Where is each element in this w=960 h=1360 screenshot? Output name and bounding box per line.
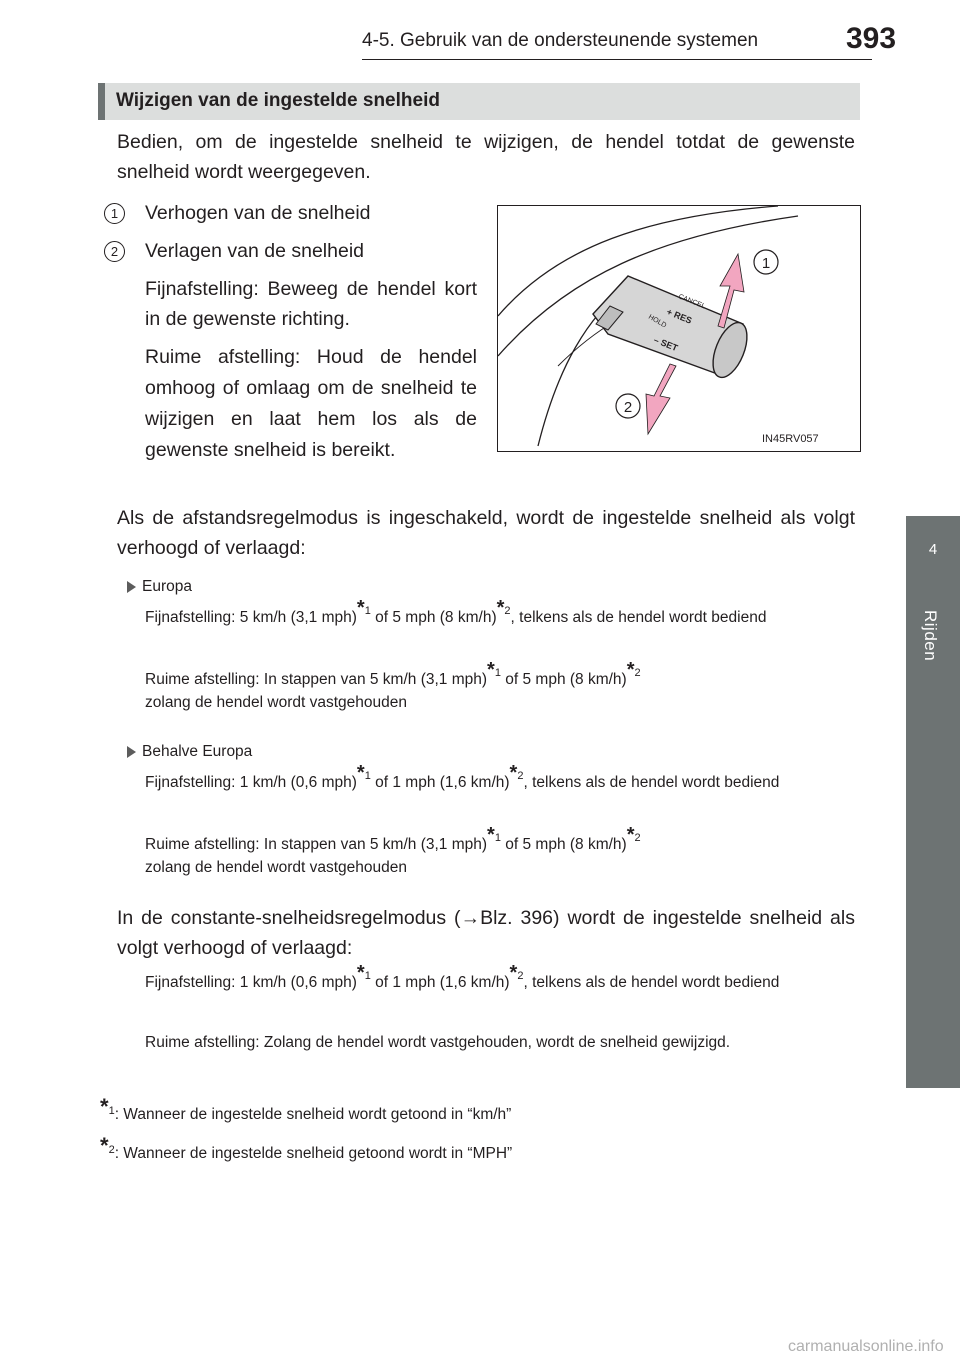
lever-illustration-svg — [498, 206, 859, 450]
intro-paragraph: Bedien, om de ingestelde snelheid te wijzigen, de hendel totdat de gewenste snelheid wordt weergegeven. — [117, 131, 855, 183]
page-reference-link[interactable]: Blz. 396 — [480, 907, 554, 929]
lever-res-label: + RES — [665, 306, 694, 326]
footnote-mark: * — [100, 1133, 109, 1158]
footnote-mark: * — [496, 597, 505, 619]
non-europe-coarse-adjust — [145, 824, 855, 878]
europe-heading-text: Europa — [142, 578, 192, 595]
footnote-mark: * — [626, 659, 635, 681]
constant-mode-paragraph — [117, 903, 855, 963]
arrow-up-icon — [718, 254, 744, 328]
section-title: Wijzigen van de ingestelde snelheid — [116, 90, 440, 111]
text-span: ) wordt de ingestelde snelheid als volgt verhoogd of verlaagd: — [117, 907, 855, 959]
watermark: carmanualsonline.info — [788, 1338, 944, 1355]
text-span: of 5 mph (8 km/h) — [500, 836, 627, 853]
text-span: Fijnafstelling: 5 km/h (3,1 mph) — [145, 609, 357, 626]
coarse-adjust-paragraph: Ruime afstelling: Houd de hendel omhoog of omlaag om de snelheid te wijzigen en laat hem los als de gewenste snelheid is bereikt. — [145, 346, 477, 461]
text-span: of 5 mph (8 km/h) — [370, 609, 497, 626]
text-span: Fijnafstelling: 1 km/h (0,6 mph) — [145, 974, 357, 991]
lever-cancel-label: CANCEL — [677, 293, 707, 311]
lever-hold-label: HOLD — [647, 313, 668, 330]
footnote-mark-number: 1 — [364, 770, 371, 782]
text-span: of 5 mph (8 km/h) — [500, 671, 627, 688]
text-span: zolang de hendel wordt vastgehouden — [145, 694, 407, 711]
footnote-text: : Wanneer de ingestelde snelheid wordt getoond in “km/h” — [114, 1106, 512, 1123]
footnote-mark: * — [509, 762, 518, 784]
item-number-badge: 2 — [104, 241, 125, 262]
footnote-text: : Wanneer de ingestelde snelheid getoond wordt in “MPH” — [114, 1145, 513, 1162]
footnote-mark-number: 2 — [634, 832, 641, 844]
callout-1-label: 1 — [761, 255, 771, 272]
text-span: Fijnafstelling: 1 km/h (0,6 mph) — [145, 774, 357, 791]
arrow-down-icon — [646, 364, 676, 434]
text-span: , telkens als de hendel wordt bediend — [523, 774, 780, 791]
text-span: of 1 mph (1,6 km/h) — [370, 774, 510, 791]
fine-adjust-paragraph: Fijnafstelling: Beweeg de hendel kort in de gewenste richting. — [145, 278, 477, 330]
footnote-mark-number: 2 — [108, 1144, 115, 1156]
callout-2-label: 2 — [623, 399, 633, 416]
footnote-mark: * — [509, 962, 518, 984]
item-decrease-speed: Verlagen van de snelheid — [145, 240, 365, 262]
arrow-right-icon: → — [460, 907, 481, 929]
footnote-mark: * — [626, 824, 635, 846]
item-increase-speed: Verhogen van de snelheid — [145, 202, 371, 224]
constant-fine-adjust — [145, 962, 855, 995]
side-tab-title-text: Rijden — [921, 610, 940, 662]
footnote-mark-number: 2 — [517, 770, 524, 782]
text-span: Ruime afstelling: In stappen van 5 km/h (3,1 mph) — [145, 671, 488, 688]
page-number: 393 — [846, 22, 897, 55]
footnote-mark-number: 2 — [634, 667, 641, 679]
header-rule — [362, 59, 872, 60]
bullet-triangle-icon — [127, 581, 136, 593]
non-europe-heading-text: Behalve Europa — [142, 743, 253, 760]
footnote-mark: * — [487, 659, 495, 681]
footnote-mark-number: 1 — [494, 667, 501, 679]
footnote-mark: * — [356, 962, 365, 984]
footnote-mark-number: 1 — [494, 832, 501, 844]
item-number-badge: 1 — [104, 203, 125, 224]
footnote-mark-number: 1 — [108, 1105, 115, 1117]
text-span: , telkens als de hendel wordt bediend — [523, 974, 780, 991]
footnote-mark-number: 2 — [504, 605, 511, 617]
lever-illustration — [497, 205, 861, 452]
text-span: In de constante-snelheidsregelmodus ( — [117, 907, 461, 929]
europe-heading — [127, 576, 192, 597]
footnote-2 — [100, 1133, 513, 1166]
footnote-mark-number: 2 — [517, 970, 524, 982]
bullet-triangle-icon — [127, 746, 136, 758]
side-tab-number: 4 — [928, 541, 938, 558]
distance-mode-paragraph: Als de afstandsregelmodus is ingeschakeld, wordt de ingestelde snelheid als volgt verhoogd of verlaagd: — [117, 507, 855, 559]
footnote-mark-number: 1 — [364, 605, 371, 617]
constant-coarse-adjust: Ruime afstelling: Zolang de hendel wordt vastgehouden, wordt de snelheid gewijzigd. — [145, 1034, 731, 1051]
lever-set-label: – SET — [652, 334, 680, 354]
text-span: Ruime afstelling: In stappen van 5 km/h (3,1 mph) — [145, 836, 488, 853]
footnote-mark: * — [100, 1094, 109, 1119]
non-europe-fine-adjust — [145, 762, 855, 795]
europe-coarse-adjust — [145, 659, 855, 713]
text-span: of 1 mph (1,6 km/h) — [370, 974, 510, 991]
europe-fine-adjust — [145, 597, 855, 630]
figure-code: IN45RV057 — [762, 433, 819, 445]
footnote-1 — [100, 1094, 512, 1127]
footnote-mark-number: 1 — [364, 970, 371, 982]
side-tab-title — [906, 600, 960, 680]
footnote-mark: * — [356, 597, 365, 619]
text-span: zolang de hendel wordt vastgehouden — [145, 859, 407, 876]
non-europe-heading — [127, 741, 252, 762]
text-span: , telkens als de hendel wordt bediend — [510, 609, 767, 626]
footnote-mark: * — [487, 824, 495, 846]
chapter-heading: 4-5. Gebruik van de ondersteunende systemen — [362, 30, 759, 51]
footnote-mark: * — [356, 762, 365, 784]
